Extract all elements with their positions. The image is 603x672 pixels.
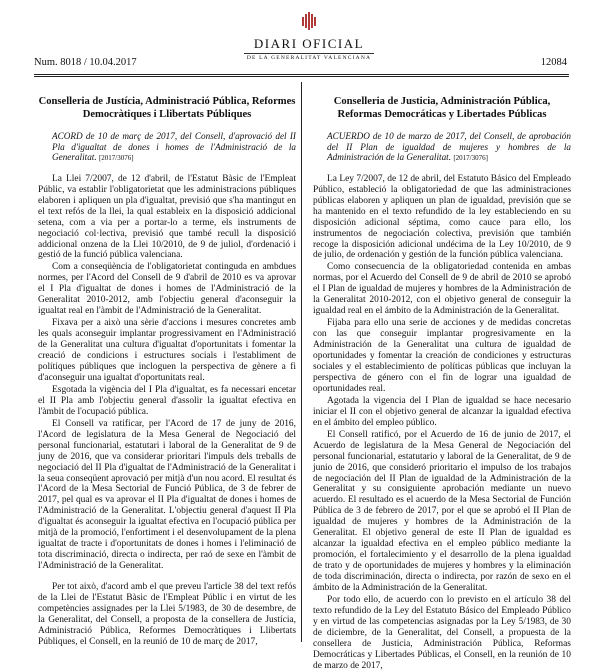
page-header: [0, 0, 603, 80]
paragraph: Fixava per a això una sèrie d'accions i mesures concretes amb les quals aconseguir implantar progressivament en l'Administració de la Generalitat una cultura d'igualtat d'oportunitats i fomentar la creació de condicions i estructures socials i l'establiment de polítiques públiques que incloguen la perspectiva de gènere a fi d'aconseguir una igualtat d'oportunitats real.: [38, 318, 296, 383]
header-rule-secondary: [34, 76, 569, 77]
paragraph: Fijaba para ello una serie de acciones y de medidas concretas con las que conseguir implantar progresivamente en la Administración de la Generalitat una cultura de igualdad de oportunidades y fomentar la creación de condiciones y estructuras sociales y el establecimiento de políticas públicas que incluyan la perspectiva de género con el fin de lograr una igualdad de oportunidades real.: [313, 318, 571, 394]
column-divider: [301, 82, 302, 642]
header-rule: [34, 74, 569, 75]
decree-title: [327, 131, 571, 164]
paragraph: Esgotada la vigència del I Pla d'igualtat, es fa necessari encetar el II Pla amb l'objectiu general d'assolir la igualtat efectiva en l'àmbit de l'ocupació pública.: [38, 384, 296, 417]
decree-reference: [2017/3076]: [453, 154, 488, 163]
valencian-column: [38, 96, 296, 648]
paragraph: Como consecuencia de la obligatoriedad contenida en ambas normas, por el Acuerdo del Consell de 9 de abril de 2010 se aprobó el I Plan de igualdad de mujeres y hombres de la Administración de la Generalitat 2010-2012, con el objetivo general de conseguir la igualdad real en el ámbito de la Administración de la Generalitat.: [313, 262, 571, 317]
paragraph: Com a conseqüència de l'obligatorietat continguda en ambdues normes, per l'Acord del Consell de 9 d'abril de 2010 es va aprovar el I Pla d'igualtat de dones i homes de l'Administració de la Generalitat 2010-2012, amb l'objectiu general d'aconseguir la igualtat real en l'àmbit de l'Administració de la Generalitat.: [38, 262, 296, 317]
journal-title: DIARI OFICIAL: [253, 36, 365, 51]
decree-title-text: ACORD de 10 de març de 2017, del Consell, d'aprovació del II Pla d'igualtat de dones i homes de l'Administració de la Generalitat.: [52, 131, 296, 163]
decree-reference: [2017/3076]: [98, 154, 134, 163]
paragraph: Per tot això, d'acord amb el que preveu l'article 38 del text refós de la Llei de l'Estatut Bàsic de l'Empleat Públic i en virtut de les competències assignades per la Llei 5/1983, de 30 de desembre, de la Generalitat, del Consell, a proposta de la consellera de Justícia, Administració Pública, Reformes Democràtiques i Llibertats Públiques, el Consell, en la reunió de 10 de març de 2017,: [38, 582, 296, 647]
paragraph: El Consell ratificó, por el Acuerdo de 16 de junio de 2017, el Acuerdo de legislatura de la Mesa General de Negociación del personal funcionarial, estatutario y laboral de la Generalitat, de 9 de junio de 2016, que consideró prioritario el impulso de los trabajos de negociación del II Plan de igualdad de la Administración de la Generalitat y su consiguiente aprobación mediante un nuevo acuerdo. El resultado es el acuerdo de la Mesa Sectorial de Función Pública de 3 de febrero de 2017, por el que se aprobó el II Plan de igualdad de mujeres y hombres de la Administración de la Generalitat. El objetivo general de este II Plan de igualdad es alcanzar la igualdad efectiva en el empleo público mediante la promoción, el fortalecimiento y el desarrollo de la plena igualdad de trato y de oportunidades de mujeres y hombres y la eliminación de toda discriminación, directa o indirecta, por razón de sexo en el ámbito de la Administración de la Generalitat.: [313, 429, 571, 594]
spanish-column: [313, 96, 571, 672]
paragraph: Agotada la vigencia del I Plan de igualdad se hace necesario iniciar el II con el objetivo general de alcanzar la igualdad efectiva en el ámbito del empleo público.: [313, 395, 571, 428]
department-heading: Conselleria de Justicia, Administración Pública, Reformas Democráticas y Libertades Públicas: [333, 96, 551, 120]
issue-number: Num. 8018 / 10.04.2017: [34, 57, 137, 68]
paragraph: La Ley 7/2007, de 12 de abril, del Estatuto Básico del Empleado Público, estableció la obligatoriedad de que las administraciones públicas elaboren y apliquen un plan de igualdad, previsión que se ha mantenido en el texto refundido de la ley estableciendo en su disposición adicional séptima, como cauce para ello, los instrumentos de negociación colectiva, previsión que también recoge la disposición adicional undécima de la Ley 10/2010, de 9 de julio, de ordenación y gestión de la función pública valenciana.: [313, 173, 571, 261]
journal-subtitle: DE LA GENERALITAT VALENCIANA: [244, 53, 374, 61]
paragraph: Por todo ello, de acuerdo con lo previsto en el artículo 38 del texto refundido de la Ley del Estatuto Básico del Empleado Público y en virtud de las competencias asignadas por la Ley 5/1983, de 30 de diciembre, de la Generalitat, del Consell, a propuesta de la consellera de Justicia, Administración Pública, Reformas Democráticas y Libertades Públicas, el Consell, en la reunión de 10 de marzo de 2017,: [313, 595, 571, 671]
decree-title: [52, 131, 296, 164]
coat-of-arms-icon: [295, 12, 323, 34]
journal-logo: [244, 12, 374, 61]
department-heading: Conselleria de Justícia, Administració Pública, Reformes Democràtiques i Llibertats Públiques: [38, 96, 296, 120]
page-number: 12084: [540, 57, 567, 68]
decree-title-text: ACUERDO de 10 de marzo de 2017, del Consell, de aprobación del II Plan de igualdad de mujeres y hombres de la Administración de la Generalitat.: [327, 131, 571, 163]
paragraph: La Llei 7/2007, de 12 d'abril, de l'Estatut Bàsic de l'Empleat Públic, va establir l'obligatorietat que les administracions públiques elaboren i apliquen un pla d'igualtat, previsió que s'ha mantingut en el text refós de la llei, la qual estableix en la disposició addicional setena, com a via per a portar-lo a terme, els instruments de negociació col·lectiva, previsió que també recull la disposició addicional onzena de la Llei 10/2010, de 9 de juliol, d'ordenació i gestió de la funció pública valenciana.: [38, 173, 296, 261]
paragraph: El Consell va ratificar, per l'Acord de 17 de juny de 2016, l'Acord de legislatura de la Mesa General de Negociació del personal funcionarial, estatutari i laboral de la Generalitat de 9 de juny de 2016, que va considerar prioritari l'impuls dels treballs de negociació del II Pla d'igualtat de l'Administració de la Generalitat i la seua conseqüent aprovació per mitjà d'un nou acord. El resultat és l'Acord de la Mesa Sectorial de Funció Pública, de 3 de febrer de 2017, pel qual es va aprovar el II Pla d'igualtat de dones i homes de l'Administració de la Generalitat. L'objectiu general d'aquest II Pla d'igualtat és aconseguir la igualtat efectiva en l'ocupació pública per mitjà de la promoció, l'enfortiment i el desenvolupament de la plena igualtat de tracte i d'oportunitats de dones i homes i l'eliminació de tota discriminació, directa o indirecta, per raó de sexe en l'àmbit de l'Administració de la Generalitat.: [38, 418, 296, 572]
